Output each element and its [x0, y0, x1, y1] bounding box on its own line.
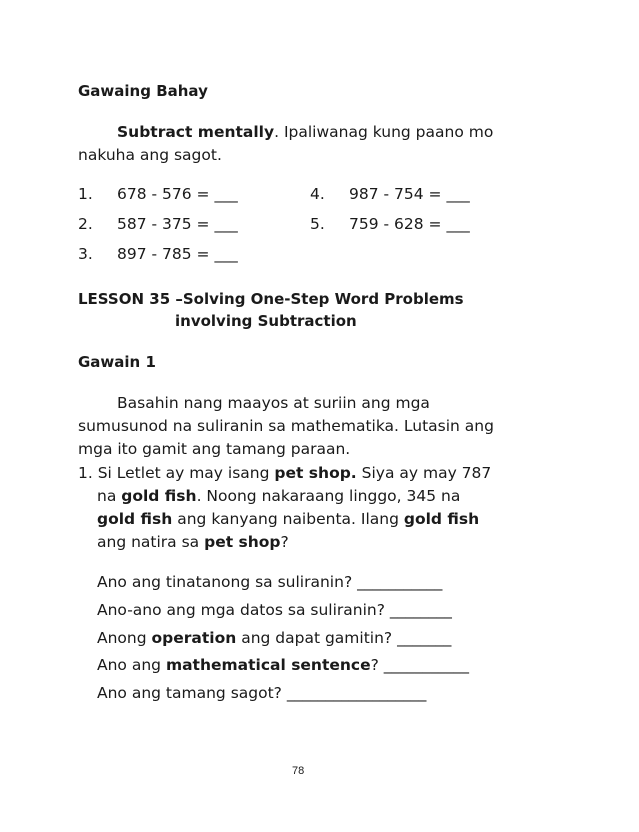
item-problem: 678 - 576 = ___: [117, 185, 238, 203]
question-bold-text: operation: [151, 629, 237, 647]
problem-text: . Noong nakaraang linggo, 345 na: [196, 487, 461, 505]
problem-text: 1. Si Letlet ay may isang: [78, 464, 275, 482]
problem-line-1: [78, 464, 491, 482]
item-number: 2.: [78, 215, 93, 233]
item-problem: 897 - 785 = ___: [117, 245, 238, 263]
question-text: ang dapat gamitin? _______: [236, 629, 452, 647]
problem-line-3: [97, 510, 479, 528]
question-bold-text: mathematical sentence: [165, 656, 371, 674]
problem-text: na: [97, 487, 122, 505]
item-number: 5.: [310, 215, 325, 233]
problem-text: ?: [280, 533, 289, 551]
item-problem: 759 - 628 = ___: [349, 215, 470, 233]
question-text: Anong: [97, 629, 152, 647]
instruction-rest: . Ipaliwanag kung paano mo: [274, 123, 494, 141]
problem-text: Siya ay may 787: [356, 464, 492, 482]
question-text: ? ___________: [370, 656, 470, 674]
item-problem: 587 - 375 = ___: [117, 215, 238, 233]
instruction-bold: Subtract mentally: [117, 123, 275, 141]
homework-title: Gawaing Bahay: [78, 82, 208, 100]
problem-bold-text: gold fish: [121, 487, 197, 505]
problem-text: ang kanyang naibenta. Ilang: [172, 510, 404, 528]
question-2: Ano-ano ang mga datos sa suliranin? ________: [97, 601, 452, 619]
item-number: 1.: [78, 185, 93, 203]
activity-intro-line: mga ito gamit ang tamang paraan.: [78, 440, 351, 458]
item-number: 4.: [310, 185, 325, 203]
problem-bold-text: gold fish: [97, 510, 173, 528]
problem-bold-text: gold fish: [403, 510, 480, 528]
item-number: 3.: [78, 245, 93, 263]
question-4: [97, 656, 469, 674]
question-3: [97, 629, 451, 647]
activity-title: Gawain 1: [78, 353, 156, 371]
activity-intro-line: Basahin nang maayos at suriin ang mga: [117, 394, 430, 412]
question-1: Ano ang tinatanong sa suliranin? ___________: [97, 573, 443, 591]
problem-bold-text: pet shop.: [274, 464, 357, 482]
problem-line-4: [97, 533, 289, 551]
homework-instruction-line2: nakuha ang sagot.: [78, 146, 222, 164]
problem-bold-text: pet shop: [204, 533, 281, 551]
item-problem: 987 - 754 = ___: [349, 185, 470, 203]
homework-instruction-line1: [117, 123, 493, 141]
lesson-title-line1: LESSON 35 –Solving One-Step Word Problems: [78, 290, 464, 308]
problem-text: ang natira sa: [97, 533, 205, 551]
problem-line-2: [97, 487, 460, 505]
question-text: Ano ang: [97, 656, 166, 674]
lesson-title-line2: involving Subtraction: [175, 312, 357, 330]
activity-intro-line: sumusunod na suliranin sa mathematika. Lutasin ang: [78, 417, 494, 435]
page-number: 78: [292, 765, 305, 777]
question-5: Ano ang tamang sagot? __________________: [97, 684, 427, 702]
